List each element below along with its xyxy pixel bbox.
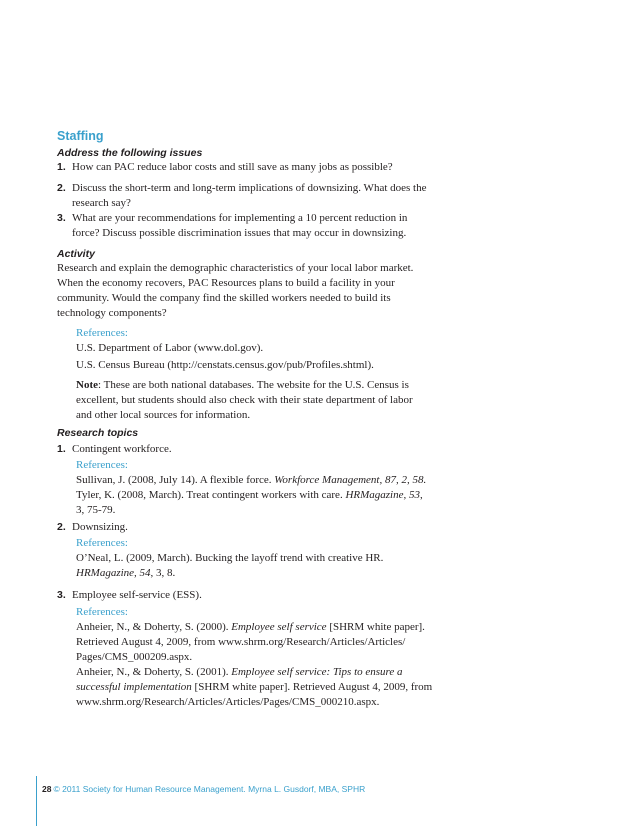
page-footer [42, 784, 365, 794]
issue-text: force? Discuss possible discrimination issues that may occur in downsizing. [72, 227, 407, 239]
research-heading: Research topics [57, 427, 139, 439]
reference-source: Workforce Management, 87, 2, 58. [274, 474, 427, 486]
reference-source: Employee self service [231, 621, 327, 633]
reference-text: Tyler, K. (2008, March). Treat contingent workers with care. [76, 489, 346, 501]
activity-line: When the economy recovers, PAC Resources plans to build a facility in your [57, 277, 395, 289]
issue-text: What are your recommendations for implementing a 10 percent reduction in [72, 212, 408, 224]
note-label: Note [76, 379, 98, 391]
section-title: Staffing [57, 129, 104, 143]
issue-text: research say? [72, 197, 131, 209]
references-label: References: [76, 327, 128, 339]
activity-line: community. Would the company find the skilled workers needed to build its [57, 292, 391, 304]
reference-text: Anheier, N., & Doherty, S. (2000). [76, 621, 232, 633]
topic-references [76, 536, 436, 581]
activity-heading: Activity [57, 248, 95, 260]
topic-references [76, 605, 436, 710]
references-label: References: [76, 459, 128, 471]
issue-number: 2. [57, 182, 66, 194]
footer-divider [36, 776, 37, 826]
topic-item [57, 442, 437, 457]
references-label: References: [76, 537, 128, 549]
topic-title: Contingent workforce. [72, 443, 172, 455]
topic-item [57, 588, 437, 603]
issue-number: 3. [57, 212, 66, 224]
topic-title: Downsizing. [72, 521, 128, 533]
issue-text: How can PAC reduce labor costs and still save as many jobs as possible? [72, 161, 393, 173]
activity-line: Research and explain the demographic characteristics of your local labor market. [57, 262, 414, 274]
address-heading: Address the following issues [57, 147, 203, 159]
reference-text: Anheier, N., & Doherty, S. (2001). [76, 666, 232, 678]
references-label: References: [76, 606, 128, 618]
reference-source: HRMagazine, 54 [76, 567, 151, 579]
reference-text: 3, 75-79. [76, 504, 116, 516]
topic-number: 2. [57, 521, 66, 533]
reference-entry: U.S. Department of Labor (www.dol.gov). [76, 342, 264, 354]
topic-number: 1. [57, 443, 66, 455]
reference-text: Sullivan, J. (2008, July 14). A flexible force. [76, 474, 275, 486]
reference-text: , 3, 8. [150, 567, 176, 579]
page-number: 28 [42, 784, 52, 794]
footer-copyright: © 2011 Society for Human Resource Management. Myrna L. Gusdorf, MBA, SPHR [53, 784, 366, 794]
reference-text: www.shrm.org/Research/Articles/Articles/Pages/CMS_000210.aspx. [76, 696, 380, 708]
reference-text: [SHRM white paper]. Retrieved August 4, 2009, from [191, 681, 433, 693]
issue-item [57, 211, 437, 241]
activity-paragraph [57, 261, 417, 321]
reference-text: O’Neal, L. (2009, March). Bucking the layoff trend with creative HR. [76, 552, 384, 564]
reference-text: , [420, 489, 423, 501]
topic-number: 3. [57, 589, 66, 601]
reference-source: HRMagazine, 53 [345, 489, 420, 501]
activity-line: technology components? [57, 307, 167, 319]
reference-source: successful implementation [76, 681, 192, 693]
reference-entry: U.S. Census Bureau (http://censtats.census.gov/pub/Profiles.shtml). [76, 359, 374, 371]
reference-source: Employee self service: Tips to ensure a [231, 666, 403, 678]
note-text: and other local sources for information. [76, 409, 251, 421]
reference-text: Retrieved August 4, 2009, from www.shrm.org/Research/Articles/Articles/ [76, 636, 406, 648]
note-text: : These are both national databases. The website for the U.S. Census is [98, 379, 409, 391]
issue-number: 1. [57, 161, 66, 173]
issue-item [57, 160, 437, 175]
note-text: excellent, but students should also check with their state department of labor [76, 394, 413, 406]
issue-text: Discuss the short-term and long-term implications of downsizing. What does the [72, 182, 427, 194]
topic-title: Employee self-service (ESS). [72, 589, 202, 601]
activity-note [76, 378, 436, 423]
topic-item [57, 520, 437, 535]
reference-text: Pages/CMS_000209.aspx. [76, 651, 193, 663]
issue-item [57, 181, 437, 211]
activity-references [76, 326, 436, 356]
reference-text: [SHRM white paper]. [326, 621, 425, 633]
topic-references [76, 458, 436, 518]
